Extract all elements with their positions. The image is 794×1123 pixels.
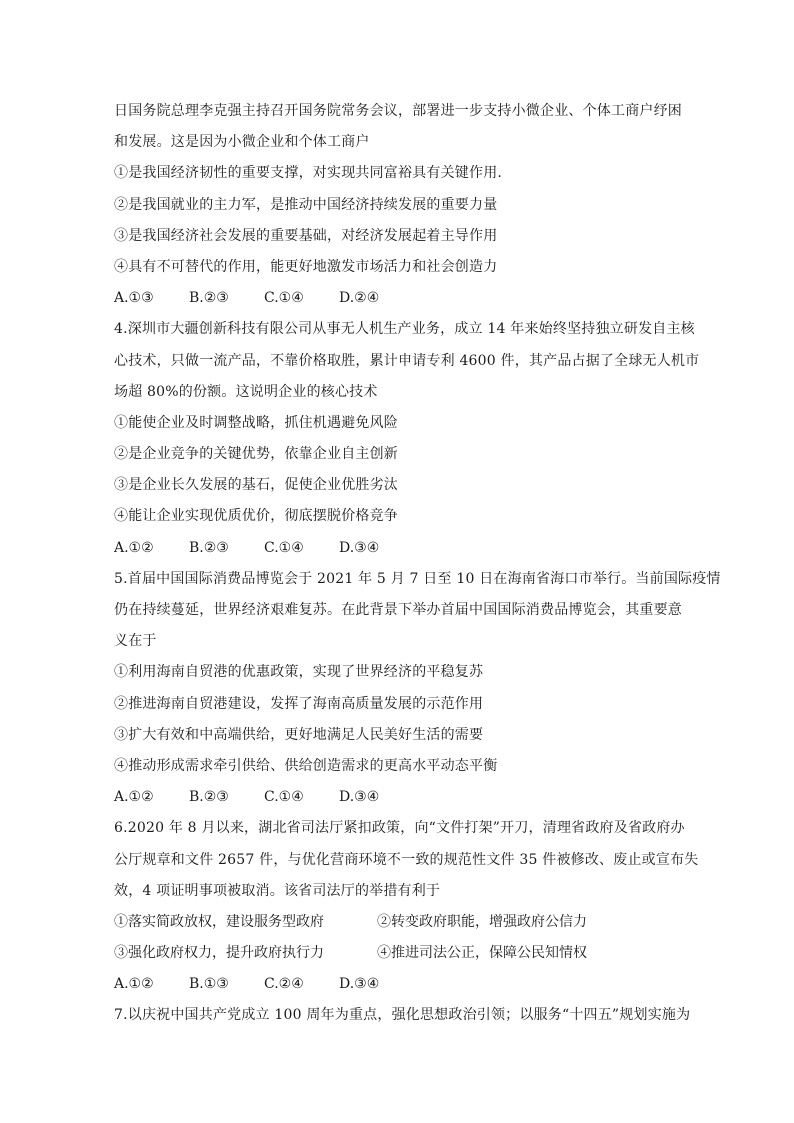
question-5-stem-line-3: 义在于 [114, 633, 157, 650]
question-3-stem-line-1: 日国务院总理李克强主持召开国务院常务会议，部署进一步支持小微企业、个体工商户纾困 [114, 103, 682, 119]
question-3-stem-line-2: 和发展。这是因为小微企业和个体工商户 [114, 134, 370, 151]
question-6-option-3: ③强化政府权力，提升政府执行力 [114, 945, 324, 962]
question-3-option-3: ③是我国经济社会发展的重要基础，对经济发展起着主导作用 [114, 227, 498, 244]
question-6-option-1: ①落实简政放权，建设服务型政府 [114, 913, 324, 930]
question-3-choice-a: A.①③ [114, 290, 154, 307]
question-6-choice-b: B.①③ [189, 976, 229, 993]
question-5 [114, 564, 721, 814]
question-4-choices [114, 533, 684, 564]
question-3-option-1: ①是我国经济韧性的重要支撑，对实现共同富裕具有关键作用. [114, 165, 503, 182]
question-6-option-4: ④推进司法公正，保障公民知情权 [377, 945, 587, 962]
exam-page [114, 96, 721, 1032]
question-6-options-row-1 [114, 907, 684, 938]
question-4-stem-line-1: 4.深圳市大疆创新科技有限公司从事无人机生产业务，成立 14 年来始终坚持独立研发自主核 [114, 321, 695, 338]
question-4-option-2: ②是企业竞争的关键优势，依靠企业自主创新 [114, 446, 398, 463]
question-4-option-1: ①能使企业及时调整战略，抓住机遇避免风险 [114, 414, 398, 431]
question-4-choice-b: B.②③ [189, 539, 229, 556]
question-5-choice-b: B.②③ [189, 789, 229, 806]
question-5-option-1: ①利用海南自贸港的优惠政策，实现了世界经济的平稳复苏 [114, 664, 484, 681]
question-7-stem-line-1: 7.以庆祝中国共产党成立 100 周年为重点，强化思想政治引领；以服务“十四五”规划实施为 [114, 1007, 691, 1024]
question-3-choice-b: B.②③ [189, 290, 229, 307]
question-6-stem-line-2: 公厅规章和文件 2657 件，与优化营商环境不一致的规范性文件 35 件被修改、废止或宣布失 [114, 851, 699, 868]
question-3-option-4: ④具有不可替代的作用，能更好地激发市场活力和社会创造力 [114, 258, 498, 275]
question-3-option-2: ②是我国就业的主力军，是推动中国经济持续发展的重要力量 [114, 196, 498, 213]
question-3-choices [114, 283, 684, 314]
question-6-stem-line-1: 6.2020 年 8 月以来，湖北省司法厅紧扣政策，向“文件打架”开刀，清理省政府及省政府办 [114, 820, 685, 837]
question-6-choice-c: C.②④ [264, 976, 304, 993]
question-5-choice-a: A.①② [114, 789, 154, 806]
question-3-choice-d: D.②④ [339, 290, 380, 307]
question-5-choices [114, 782, 684, 813]
question-6-choice-d: D.③④ [339, 976, 380, 993]
question-3-choice-c: C.①④ [264, 290, 304, 307]
question-4 [114, 314, 700, 564]
question-4-choice-a: A.①② [114, 539, 154, 556]
question-6-options-row-2 [114, 938, 684, 969]
question-4-option-4: ④能让企业实现优质优价，彻底摆脱价格竞争 [114, 508, 398, 525]
question-4-choice-c: C.①④ [264, 539, 304, 556]
question-5-option-3: ③扩大有效和中高端供给，更好地满足人民美好生活的需要 [114, 726, 484, 743]
question-5-stem-line-2: 仍在持续蔓延，世界经济艰难复苏。在此背景下举办首届中国国际消费品博览会，其重要意 [114, 602, 682, 618]
question-4-stem-line-3: 场超 80%的份额。这说明企业的核心技术 [114, 383, 378, 400]
question-6-stem-line-3: 效，4 项证明事项被取消。该省司法厅的举措有利于 [114, 882, 441, 899]
question-5-option-2: ②推进海南自贸港建设，发挥了海南高质量发展的示范作用 [114, 695, 484, 712]
question-5-choice-c: C.①④ [264, 789, 304, 806]
question-6 [114, 813, 699, 1000]
question-5-choice-d: D.③④ [339, 789, 380, 806]
question-6-choices [114, 969, 684, 1000]
question-4-choice-d: D.③④ [339, 539, 380, 556]
question-5-option-4: ④推动形成需求牵引供给、供给创造需求的更高水平动态平衡 [114, 757, 498, 774]
question-4-stem-line-2: 心技术，只做一流产品，不靠价格取胜，累计申请专利 4600 件，其产品占据了全球无人机市 [114, 352, 700, 369]
question-5-stem-line-1: 5.首届中国国际消费品博览会于 2021 年 5 月 7 日至 10 日在海南省海口市举行。当前国际疫情 [114, 570, 721, 587]
question-7 [114, 1000, 691, 1031]
question-3 [114, 96, 684, 314]
question-4-option-3: ③是企业长久发展的基石，促使企业优胜劣汰 [114, 477, 398, 494]
question-6-choice-a: A.①② [114, 976, 154, 993]
question-6-option-2: ②转变政府职能，增强政府公信力 [377, 913, 587, 930]
